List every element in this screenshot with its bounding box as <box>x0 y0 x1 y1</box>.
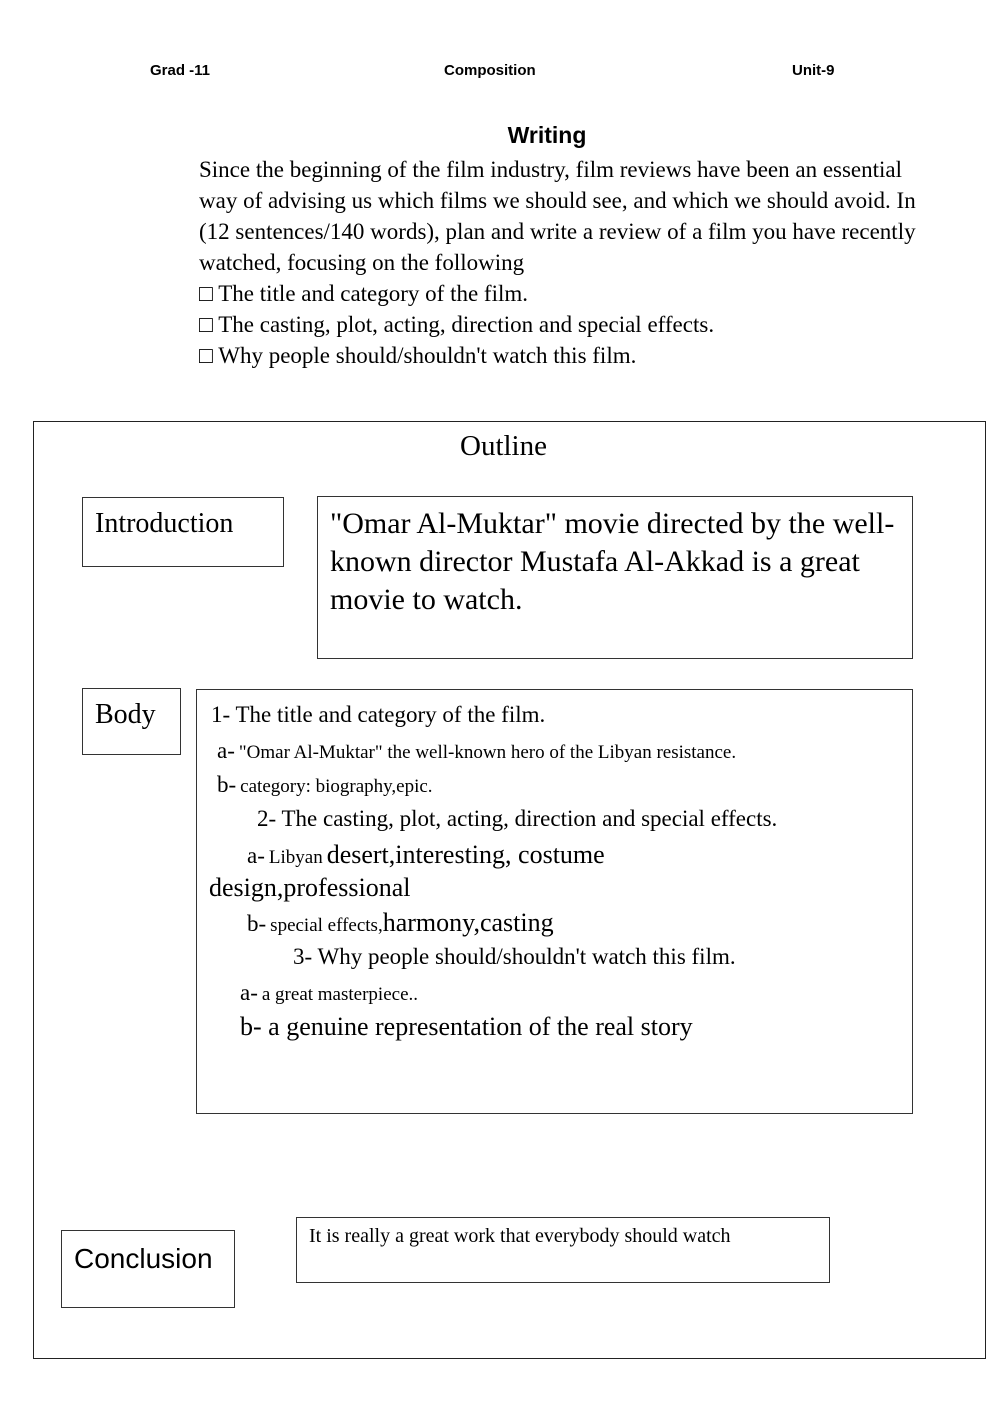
bullet-box-icon: □ <box>199 312 213 337</box>
writing-prompt <box>199 154 939 371</box>
conclusion-text: It is really a great work that everybody should watch <box>309 1225 731 1247</box>
body-label-box <box>82 688 181 755</box>
prompt-bullet: □ Why people should/shouldn't watch this film. <box>199 343 637 368</box>
prompt-bullet: □ The title and category of the film. <box>199 281 528 306</box>
body-point-3a: a- a great masterpiece.. <box>240 980 419 1005</box>
bullet-box-icon: □ <box>199 281 213 306</box>
body-point-2a-continued: design,professional <box>209 873 411 902</box>
body-point-2a: a- Libyan desert,interesting, costume <box>247 840 605 869</box>
body-point-3b: b- a genuine representation of the real story <box>240 1012 693 1041</box>
page-title: Writing <box>507 122 587 148</box>
conclusion-label-box <box>61 1230 235 1308</box>
prompt-paragraph: Since the beginning of the film industry, film reviews have been an essential way of advising us which films we should see, and which we should avoid. In (12 sentences/140 words), plan and write a review of a film you have recently watched, focusing on the following <box>199 157 916 275</box>
body-point-2: 2- The casting, plot, acting, direction and special effects. <box>257 806 778 831</box>
body-point-1a: a- "Omar Al-Muktar" the well-known hero of the Libyan resistance. <box>217 738 737 763</box>
body-label: Body <box>95 699 156 730</box>
grade-label: Grad -11 <box>150 62 211 79</box>
prompt-bullet: □ The casting, plot, acting, direction and special effects. <box>199 312 715 337</box>
introduction-label-box <box>82 497 284 567</box>
body-point-2b: b- special effects,harmony,casting <box>247 908 554 937</box>
introduction-text-box <box>317 496 913 659</box>
body-point-1b: b- category: biography,epic. <box>217 772 433 797</box>
bullet-box-icon: □ <box>199 343 213 368</box>
introduction-label: Introduction <box>95 508 234 539</box>
body-point-1: 1- The title and category of the film. <box>211 702 546 727</box>
body-point-3: 3- Why people should/shouldn't watch this film. <box>293 944 736 969</box>
unit-label: Unit-9 <box>792 62 835 79</box>
outline-title: Outline <box>460 430 547 462</box>
conclusion-text-box <box>296 1217 830 1283</box>
subject-label: Composition <box>444 62 536 79</box>
body-text-box <box>196 689 913 1114</box>
conclusion-label: Conclusion <box>74 1243 213 1274</box>
introduction-text: "Omar Al-Muktar" movie directed by the well-known director Mustafa Al-Akkad is a great movie to watch. <box>330 507 895 616</box>
